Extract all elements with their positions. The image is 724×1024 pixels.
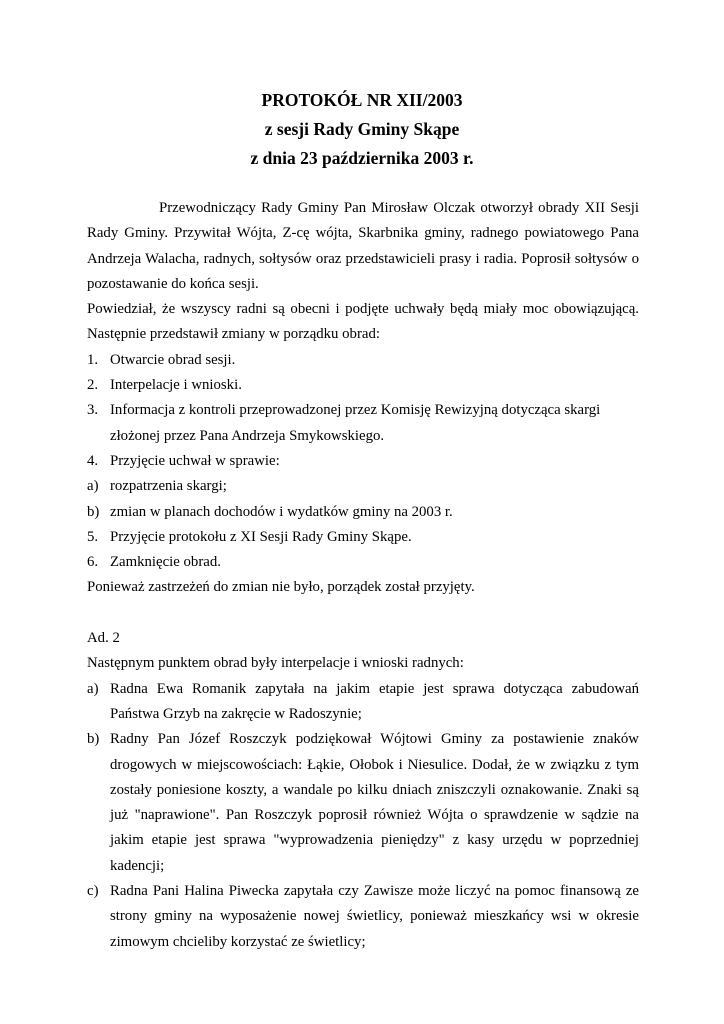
intro-paragraph: Przewodniczący Rady Gminy Pan Mirosław Olczak otworzył obrady XII Sesji Rady Gminy. Przywitał Wójta, Z-cę wójta, Skarbnika gminy, radnego powiatowego Pana Andrzeja Walacha, radnych, sołtysów oraz przedstawicieli prasy i radia. Poprosił sołtysów o pozostawanie do końca sesji. xyxy=(87,200,639,292)
interpellation-list xyxy=(87,677,639,955)
agenda-item xyxy=(87,449,639,474)
agenda-item-text: Przyjęcie uchwał w sprawie: xyxy=(110,452,280,469)
agenda-item xyxy=(87,373,639,398)
agenda-item-text: Interpelacje i wnioski. xyxy=(110,377,242,394)
title-session: z sesji Rady Gminy Skąpe xyxy=(264,119,460,139)
title-date: z dnia 23 października 2003 r. xyxy=(250,148,474,168)
agenda-item xyxy=(87,550,639,575)
agenda-item-text: Otwarcie obrad sesji. xyxy=(110,351,236,368)
list-marker: c) xyxy=(87,883,99,900)
list-marker: 4. xyxy=(87,452,99,469)
interpellation-text: Radna Ewa Romanik zapytała na jakim etapie jest sprawa dotycząca zabudowań Państwa Grzyb na zakręcie w Radoszynie; xyxy=(110,680,639,722)
list-marker: a) xyxy=(87,478,99,495)
agenda-accepted: Ponieważ zastrzeżeń do zmian nie było, porządek został przyjęty. xyxy=(87,579,475,596)
section-heading-ad2: Ad. 2 xyxy=(87,630,120,647)
agenda-item-text: Informacja z kontroli przeprowadzonej przez Komisję Rewizyjną dotycząca skargi złożonej przez Pana Andrzeja Smykowskiego. xyxy=(110,402,601,444)
list-marker: 6. xyxy=(87,554,99,571)
agenda-item xyxy=(87,398,639,449)
list-marker: 5. xyxy=(87,528,99,545)
list-marker: 3. xyxy=(87,402,99,419)
section-gap xyxy=(87,601,639,626)
list-marker: a) xyxy=(87,680,99,697)
interpellation-text: Radna Pani Halina Piwecka zapytała czy Zawisze może liczyć na pomoc finansową ze strony gminy na wyposażenie nowej świetlicy, ponieważ mieszkańcy wsi w okresie zimowym chcieliby korzystać ze świetlicy; xyxy=(110,883,639,950)
document-body xyxy=(87,196,639,955)
agenda-list xyxy=(87,348,639,576)
quorum-paragraph: Powiedział, że wszyscy radni są obecni i podjęte uchwały będą miały moc obowiązującą. xyxy=(87,301,639,318)
list-marker: 2. xyxy=(87,377,99,394)
agenda-item-text: Zamknięcie obrad. xyxy=(110,554,221,571)
interpellation-item xyxy=(87,879,639,955)
ad2-intro: Następnym punktem obrad były interpelacje i wnioski radnych: xyxy=(87,655,464,672)
list-marker: 1. xyxy=(87,351,99,368)
agenda-item-text: zmian w planach dochodów i wydatków gminy na 2003 r. xyxy=(110,503,453,520)
agenda-item xyxy=(87,525,639,550)
agenda-intro: Następnie przedstawił zmiany w porządku obrad: xyxy=(87,326,380,343)
agenda-item xyxy=(87,474,639,499)
document-title xyxy=(0,86,724,173)
list-marker: b) xyxy=(87,731,100,748)
agenda-item-text: Przyjęcie protokołu z XI Sesji Rady Gminy Skąpe. xyxy=(110,528,412,545)
agenda-item xyxy=(87,348,639,373)
interpellation-text: Radny Pan Józef Roszczyk podziękował Wójtowi Gminy za postawienie znaków drogowych w miejscowościach: Łąkie, Ołobok i Niesulice. Dodał, że w związku z tym zostały poniesione koszty, a wandale po kilku dniach zniszczyli oznakowanie. Znaki są już "naprawione". Pan Roszczyk poprosił również Wójta o sprawdzenie w sądzie na jakim etapie jest sprawa "wyprowadzenia pieniędzy" z kasy urzędu w poprzedniej kadencji; xyxy=(110,731,639,874)
list-marker: b) xyxy=(87,503,100,520)
agenda-item-text: rozpatrzenia skargi; xyxy=(110,478,227,495)
interpellation-item xyxy=(87,677,639,728)
agenda-item xyxy=(87,500,639,525)
interpellation-item xyxy=(87,727,639,879)
title-protocol-number: PROTOKÓŁ NR XII/2003 xyxy=(261,90,463,110)
